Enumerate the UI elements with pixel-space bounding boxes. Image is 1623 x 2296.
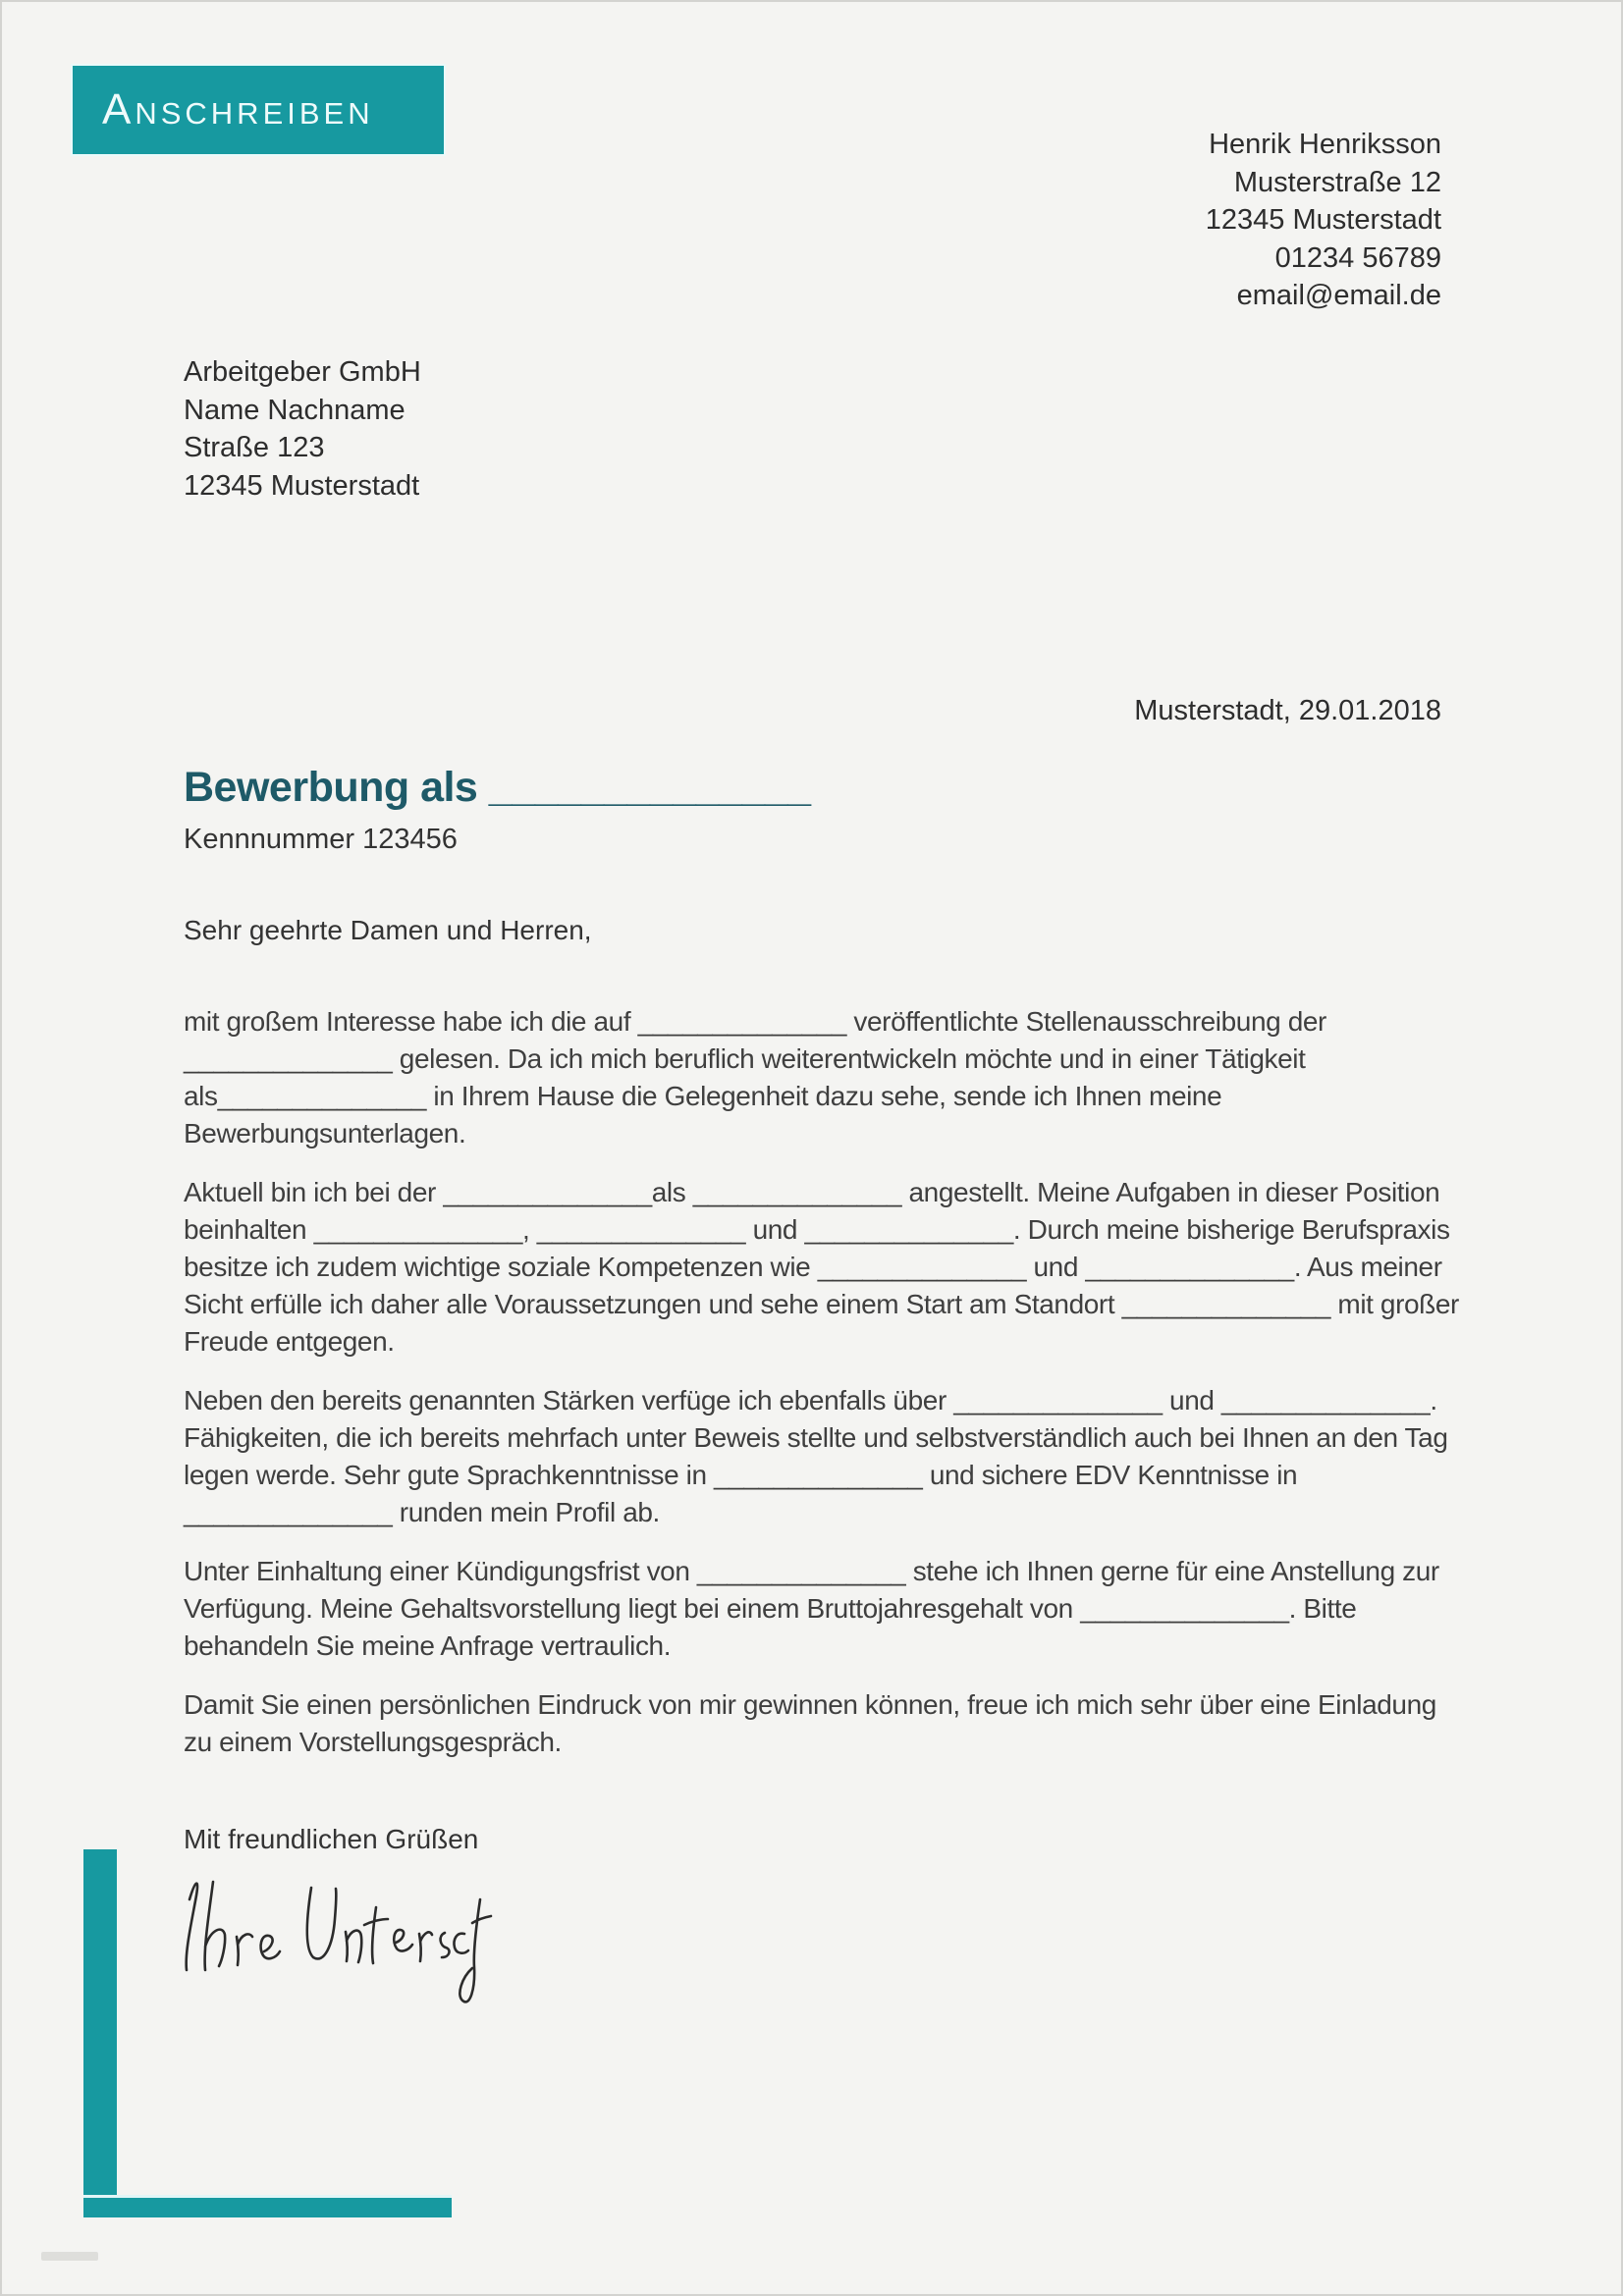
- sender-street: Musterstraße 12: [1233, 166, 1441, 198]
- paragraph-strengths: Neben den bereits genannten Stärken verfüge ich ebenfalls über ______________ und ______________. Fähigkeiten, die ich bereits mehrfach unter Beweis stellte und selbstverständlich auch bei Ihnen an den Tag legen werde. Sehr gute Sprachkenntnisse in ______________ und sichere EDV Kenntnisse in ______________ runden mein Profil ab.: [184, 1385, 1448, 1527]
- subject-reference: Kennnummer 123456: [184, 824, 458, 855]
- corner-accent-horizontal-bar: [83, 2198, 452, 2217]
- recipient-city: 12345 Musterstadt: [184, 469, 420, 502]
- watermark: [41, 2252, 98, 2261]
- paragraph-notice-salary: Unter Einhaltung einer Kündigungsfrist von ______________ stehe ich Ihnen gerne für eine Anstellung zur Verfügung. Meine Gehaltsvorstellung liegt bei einem Bruttojahresgehalt von ______________. Bitte behandeln Sie meine Anfrage vertraulich.: [184, 1556, 1439, 1661]
- subject-block: [184, 764, 811, 856]
- sender-city: 12345 Musterstadt: [1205, 204, 1441, 236]
- paragraph-intro: mit großem Interesse habe ich die auf ______________ veröffentlichte Stellenausschreibung der ______________ gelesen. Da ich mich beruflich weiterentwickeln möchte und in einer Tätigkeit als______________ in Ihrem Hause die Gelegenheit dazu sehe, sende ich Ihnen meine Bewerbungsunterlagen.: [184, 1006, 1326, 1148]
- anschreiben-banner: [71, 64, 446, 156]
- sender-address-block: [1206, 126, 1441, 315]
- recipient-street: Straße 123: [184, 432, 325, 463]
- handwritten-signature: [174, 1862, 498, 2019]
- corner-accent-vertical-bar: [83, 1849, 117, 2217]
- recipient-name: Name Nachname: [184, 394, 406, 426]
- banner-title: Anschreiben: [102, 85, 374, 133]
- subject-title: Bewerbung als ______________: [184, 764, 811, 811]
- sender-email: email@email.de: [1236, 280, 1441, 311]
- closing-phrase: Mit freundlichen Grüßen: [184, 1824, 479, 1854]
- recipient-address-block: [184, 353, 421, 505]
- signature-strokes: [174, 1862, 498, 2019]
- paragraph-invitation: Damit Sie einen persönlichen Eindruck von mir gewinnen können, freue ich mich sehr über eine Einladung zu einem Vorstellungsgespräch.: [184, 1689, 1436, 1757]
- paragraph-current-position: Aktuell bin ich bei der ______________als ______________ angestellt. Meine Aufgaben in dieser Position beinhalten ______________, ______________ und ______________. Durch meine bisherige Berufspraxis besitze ich zudem wichtige soziale Kompetenzen wie ______________ und ______________. Aus meiner Sicht erfülle ich daher alle Voraussetzungen und sehe einem Start am Standort ______________ mit großer Freude entgegen.: [184, 1177, 1459, 1357]
- date-line: Musterstadt, 29.01.2018: [1134, 695, 1441, 726]
- sender-name: Henrik Henriksson: [1209, 129, 1441, 160]
- letter-body: [184, 1003, 1465, 1783]
- salutation: Sehr geehrte Damen und Herren,: [184, 915, 592, 945]
- sender-phone: 01234 56789: [1274, 241, 1441, 274]
- recipient-company: Arbeitgeber GmbH: [184, 356, 421, 388]
